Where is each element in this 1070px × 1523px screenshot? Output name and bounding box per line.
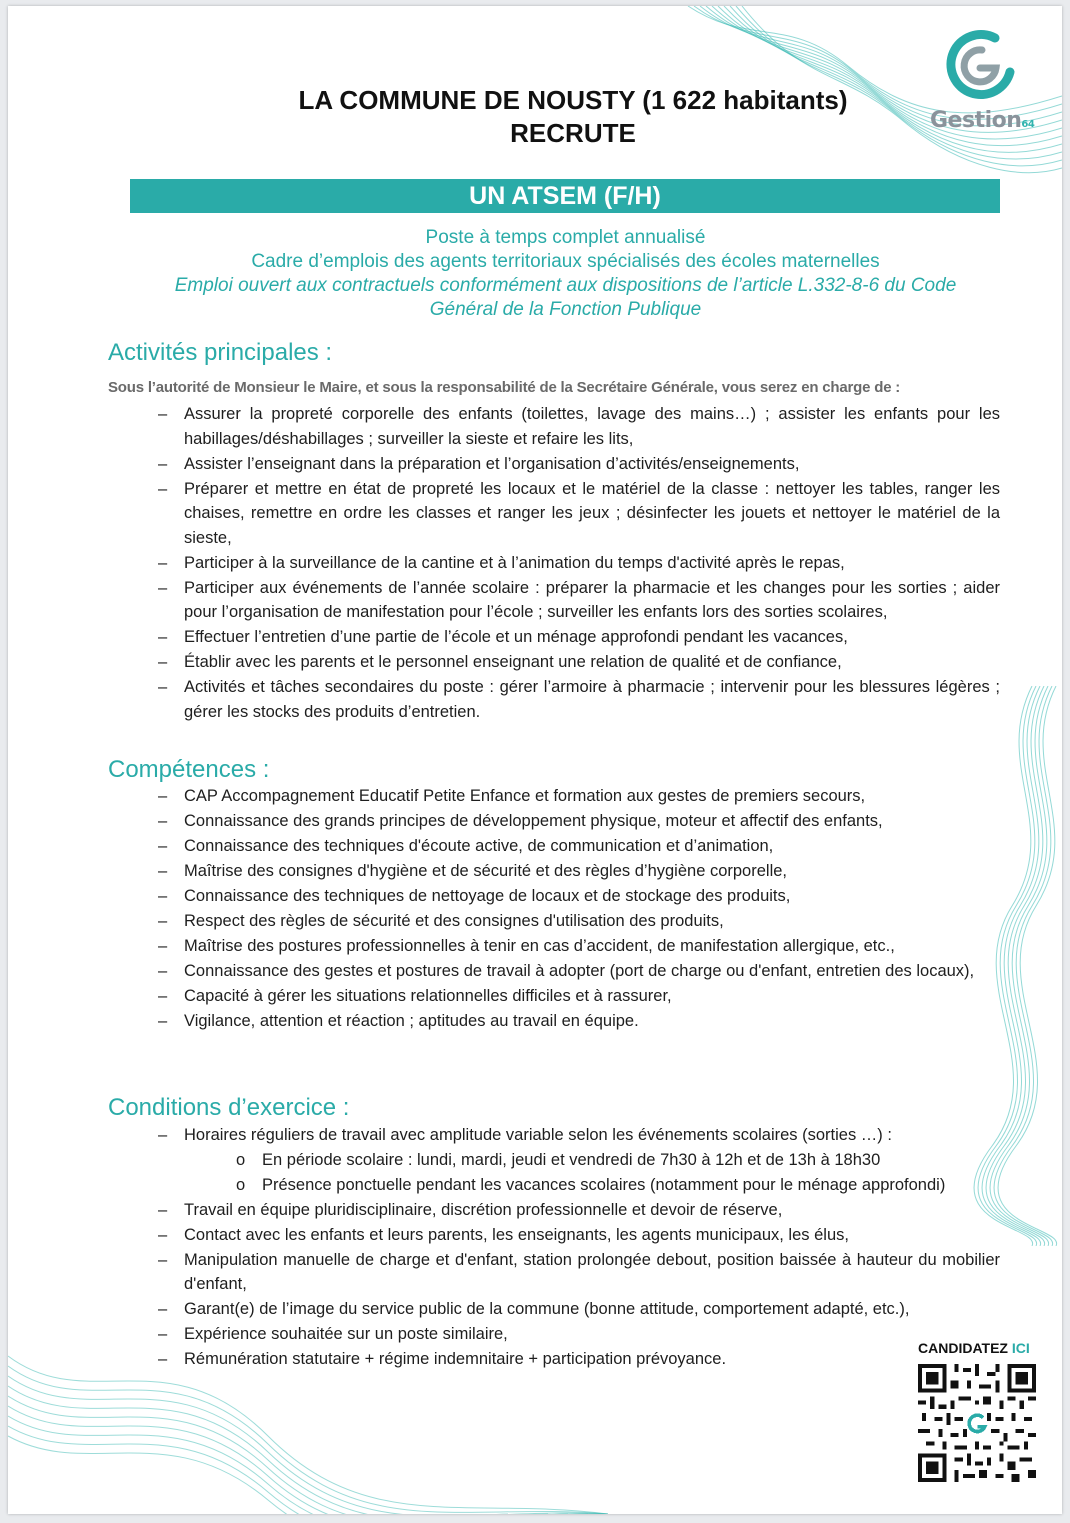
qr-code[interactable]: [918, 1364, 1036, 1482]
list-item: – Garant(e) de l’image du service public de la commune (bonne attitude, comportement adapté, etc.),: [158, 1300, 910, 1318]
section-title-activites: Activités principales :: [108, 339, 333, 366]
list-item: – Assister l’enseignant dans la préparation et l’organisation d’activités/enseignements,: [158, 454, 800, 473]
list-item: – Établir avec les parents et le personnel enseignant une relation de qualité et de confiance,: [158, 653, 842, 671]
list-item: – Maîtrise des postures professionnelles à tenir en cas d’accident, de manifestation allergique, etc.,: [158, 937, 895, 955]
list-item: – Maîtrise des consignes d'hygiène et de sécurité et des règles d’hygiène corporelle,: [158, 862, 787, 880]
sub-list-item: o En période scolaire : lundi, mardi, jeudi et vendredi de 7h30 à 12h et de 13h à 18h30: [236, 1150, 881, 1169]
sub-list-item: o Présence ponctuelle pendant les vacances scolaires (notamment pour le ménage approfondi): [236, 1175, 946, 1194]
conditions-list: [158, 1123, 1000, 1372]
list-item: – Préparer et mettre en état de propreté les locaux et le matériel de la classe : nettoyer les tables, ranger les chaises, remettre en ordre les classes et ranger les jeux ; désinfecter les jouets et nettoyer le matériel de la sieste,: [158, 479, 1000, 547]
activites-intro: Sous l’autorité de Monsieur le Maire, et sous la responsabilité de la Secrétaire Générale, vous serez en charge de :: [108, 379, 901, 396]
competences-list: [158, 784, 1000, 1034]
list-item: – Connaissance des gestes et postures de travail à adopter (port de charge ou d'enfant, entretien des locaux),: [158, 962, 975, 980]
activites-list: [158, 402, 1000, 725]
subinfo-line: Cadre d’emplois des agents territoriaux spécialisés des écoles maternelles: [251, 251, 880, 272]
section-title-conditions: Conditions d’exercice :: [108, 1094, 350, 1121]
list-item: – Expérience souhaitée sur un poste similaire,: [158, 1325, 508, 1343]
list-item: – Rémunération statutaire + régime indemnitaire + participation prévoyance.: [158, 1350, 727, 1368]
list-item: – Effectuer l’entretien d’une partie de l’école et un ménage approfondi pendant les vacances,: [158, 628, 848, 646]
list-item: – Contact avec les enfants et leurs parents, les enseignants, les agents municipaux, les élus,: [158, 1225, 849, 1244]
list-item: – Participer à la surveillance de la cantine et à l’animation du temps d'activité après le repas,: [158, 553, 845, 572]
list-item: – Capacité à gérer les situations relationnelles difficiles et à rassurer,: [158, 987, 672, 1005]
subinfo-line: Poste à temps complet annualisé: [425, 227, 706, 248]
list-item: – CAP Accompagnement Educatif Petite Enfance et formation aux gestes de premiers secours,: [158, 787, 866, 805]
job-title-banner: UN ATSEM (F/H): [130, 179, 1000, 213]
subinfo-line: Emploi ouvert aux contractuels conformément aux dispositions de l’article L.332-8-6 du Code: [174, 275, 957, 296]
header-subtitle: RECRUTE: [510, 118, 636, 148]
apply-cta[interactable]: CANDIDATEZ ICI: [918, 1340, 1030, 1356]
list-item: – Connaissance des techniques d'écoute active, de communication et d’animation,: [158, 837, 774, 855]
list-item: – Assurer la propreté corporelle des enfants (toilettes, lavage des mains…) ; assister les enfants pour les habillages/déshabillages ; surveiller la sieste et refaire les lits,: [158, 405, 1000, 448]
subinfo-line: Général de la Fonction Publique: [429, 299, 702, 320]
header-title: LA COMMUNE DE NOUSTY (1 622 habitants): [298, 85, 848, 115]
list-item: – Connaissance des grands principes de développement physique, moteur et affectif des enfants,: [158, 812, 883, 830]
list-item: – Connaissance des techniques de nettoyage de locaux et de stockage des produits,: [158, 887, 791, 905]
list-item: – Travail en équipe pluridisciplinaire, discrétion professionnelle et devoir de réserve,: [158, 1200, 783, 1219]
list-item: – Respect des règles de sécurité et des consignes d'utilisation des produits,: [158, 912, 724, 930]
list-item: – Vigilance, attention et réaction ; aptitudes au travail en équipe.: [158, 1012, 639, 1030]
list-item: – Activités et tâches secondaires du poste : gérer l’armoire à pharmacie ; intervenir pour les blessures légères ; gérer les stocks des produits d’entretien.: [158, 678, 1000, 721]
section-title-competences: Compétences :: [108, 756, 270, 783]
job-subinfo: [98, 226, 1033, 322]
logo-wordmark: Gestion64: [930, 108, 1035, 133]
page-header: [8, 84, 1062, 150]
horaires-sublist: [184, 1148, 1000, 1198]
list-item: – Manipulation manuelle de charge et d'enfant, station prolongée debout, position baissée à hauteur du mobilier d'enfant,: [158, 1250, 1000, 1293]
list-item: – Participer aux événements de l’année scolaire : préparer la pharmacie et les changes pour les sorties ; aider pour l’organisation de manifestation pour l’école ; surveiller les enfants lors des sorties scolaires,: [158, 578, 1000, 621]
list-item: – Horaires réguliers de travail avec amplitude variable selon les événements scolaires (sorties …) : o En période scolaire : lundi, mardi, jeudi et vendredi de 7h30 à 12h et de 13h à 18h30 o Présence ponctuelle pendant les vacances scolaires (notamment pour le ménage approfondi): [158, 1123, 1000, 1197]
job-posting-page: [8, 6, 1062, 1514]
